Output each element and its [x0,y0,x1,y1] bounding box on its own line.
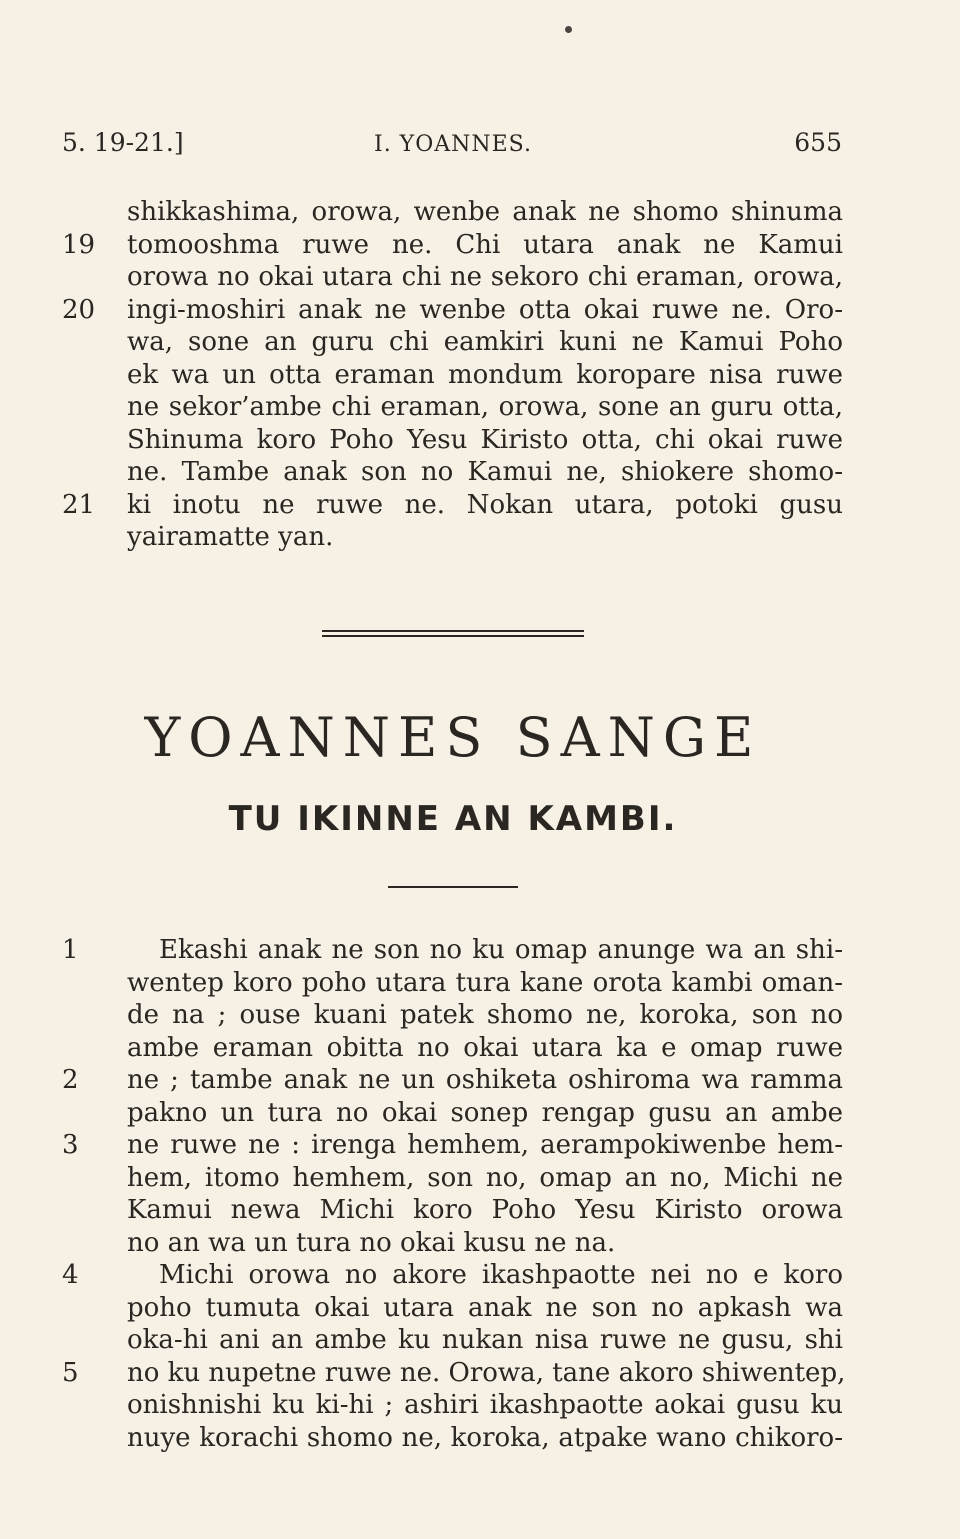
text-line [62,261,843,294]
text-line [62,967,843,1000]
line-text: onishnishi ku ki-hi ; ashiri ikashpaotte aokai gusu ku [127,1390,843,1420]
line-text: yairamatte yan. [127,522,334,552]
text-line [62,1422,843,1455]
text-line [62,1259,843,1292]
line-text: orowa no okai utara chi ne sekoro chi eraman, orowa, [127,262,843,292]
line-text: tomooshma ruwe ne. Chi utara anak ne Kamui [127,229,843,260]
text-line [62,326,843,359]
line-text: ne ; tambe anak ne un oshiketa oshiroma wa ramma [127,1065,843,1095]
verse-number: 4 [62,1260,79,1290]
text-line [62,456,843,489]
verse-number: 2 [62,1065,79,1095]
text-line [62,1129,843,1162]
line-text: poho tumuta okai utara anak ne son no apkash wa [127,1292,843,1323]
line-text: ne ruwe ne : irenga hemhem, aerampokiwenbe hem- [127,1130,843,1160]
line-text: oka-hi ani an ambe ku nukan nisa ruwe ne gusu, shi [127,1325,843,1355]
chapter-verse-range: 5. 19-21.] [62,128,184,157]
verse-number: 5 [62,1357,79,1388]
text-line [62,359,843,392]
text-line [62,1292,843,1325]
text-line [62,1227,843,1260]
line-text: shikkashima, orowa, wenbe anak ne shomo shinuma [127,197,843,227]
line-text: ambe eraman obitta no okai utara ka e omap ruwe [127,1032,843,1063]
text-line [62,391,843,424]
line-text: pakno un tura no okai sonep rengap gusu an ambe [127,1097,843,1128]
line-text: ek wa un otta eraman mondum koropare nisa ruwe [127,359,843,390]
text-line [62,1097,843,1130]
double-rule-divider [322,630,584,638]
line-text: ne. Tambe anak son no Kamui ne, shiokere shomo- [127,457,843,487]
line-text: Shinuma koro Poho Yesu Kiristo otta, chi okai ruwe [127,424,843,455]
line-text: no an wa un tura no okai kusu ne na. [127,1227,616,1258]
running-header [62,128,842,164]
line-text: nuye korachi shomo ne, koroka, atpake wano chikoro- [127,1422,843,1453]
line-text: ingi-moshiri anak ne wenbe otta okai ruwe ne. Oro- [127,294,843,325]
line-text: wentep koro poho utara tura kane orota kambi oman- [127,967,843,998]
text-line [62,1357,846,1390]
line-text: Michi orowa no akore ikashpaotte nei no e koro [159,1260,843,1290]
verse-number: 21 [62,489,96,520]
book-running-title: I. YOANNES. [374,132,532,157]
text-line [62,424,843,457]
line-text: ki inotu ne ruwe ne. Nokan utara, potoki gusu [127,489,843,520]
line-text: ne sekor’ambe chi eraman, orowa, sone an guru otta, [127,392,843,422]
book-title: YOANNES SANGE [144,706,762,769]
verse-number: 19 [62,229,96,260]
text-line [62,1032,843,1065]
verse-number: 1 [62,935,79,965]
line-text: de na ; ouse kuani patek shomo ne, koroka, son no [127,1000,843,1030]
line-text: Ekashi anak ne son no ku omap anunge wa an shi- [159,935,843,965]
line-text: hem, itomo hemhem, son no, omap an no, Michi ne [127,1162,843,1193]
line-text: wa, sone an guru chi eamkiri kuni ne Kamui Poho [127,327,843,357]
text-line [62,999,843,1032]
text-line [62,521,843,554]
text-line [62,294,843,327]
single-rule-divider [388,886,518,888]
ink-speck [565,26,572,33]
page-number: 655 [794,128,842,157]
line-text: Kamui newa Michi koro Poho Yesu Kiristo orowa [127,1195,843,1225]
previous-book-ending [62,196,843,554]
text-line [62,934,843,967]
text-line [62,1194,843,1227]
text-line [62,489,843,522]
text-line [62,1324,843,1357]
verse-number: 20 [62,294,96,325]
book-subtitle: TU IKINNE AN KAMBI. [228,799,678,839]
verse-number: 3 [62,1130,79,1160]
text-line [62,229,843,262]
chapter-body [62,934,846,1454]
text-line [62,1162,843,1195]
line-text: no ku nupetne ruwe ne. Orowa, tane akoro shiwentep, [127,1357,846,1388]
text-line [62,1389,843,1422]
text-line [62,196,843,229]
text-line [62,1064,843,1097]
